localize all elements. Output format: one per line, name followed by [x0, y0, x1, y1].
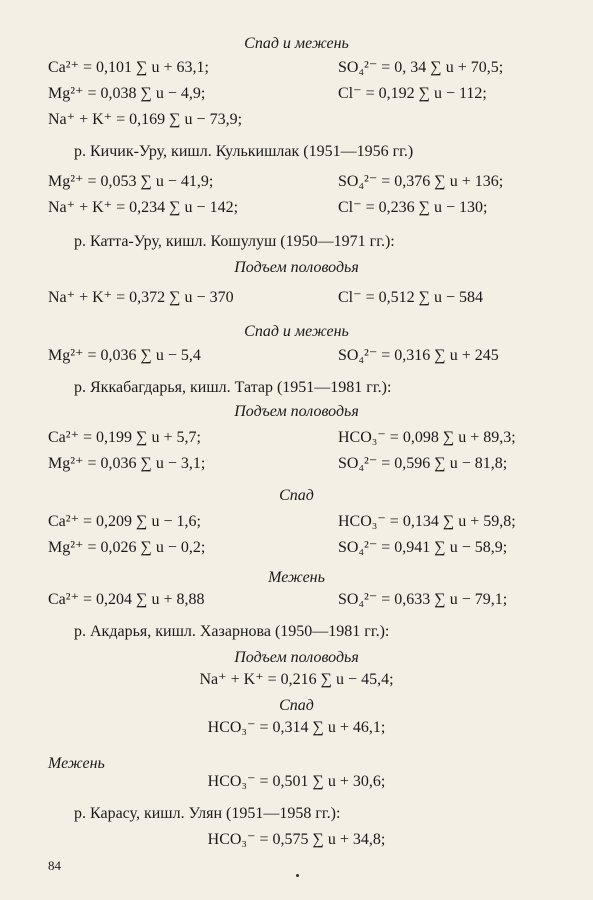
formula-right: SO₄²⁻ = 0,941 ∑ u − 58,9;: [338, 539, 508, 556]
section-heading: Подъем половодья: [234, 649, 359, 666]
formula-left: Mg²⁺ = 0,036 ∑ u − 3,1;: [48, 455, 206, 472]
river-title: р. Катта-Уру, кишл. Кошулуш (1950—1971 гг.):: [74, 233, 395, 250]
formula-right: SO₄²⁻ = 0,633 ∑ u − 79,1;: [338, 591, 508, 608]
formula-left: Na⁺ + K⁺ = 0,372 ∑ u − 370: [48, 289, 234, 306]
formula-left: Na⁺ + K⁺ = 0,234 ∑ u − 142;: [48, 199, 239, 216]
formula-right: SO₄²⁻ = 0,596 ∑ u − 81,8;: [338, 455, 508, 472]
formula-right: SO₄²⁻ = 0, 34 ∑ u + 70,5;: [338, 59, 504, 76]
formula-right: Cl⁻ = 0,512 ∑ u − 584: [338, 289, 484, 306]
section-heading: Межень: [48, 755, 105, 772]
river-title: р. Кичик-Уру, кишл. Кулькишлак (1951—1956 гг.): [74, 143, 414, 160]
formula-centered: HCO₃⁻ = 0,501 ∑ u + 30,6;: [207, 773, 386, 790]
formula-left: Mg²⁺ = 0,026 ∑ u − 0,2;: [48, 539, 206, 556]
formula-right: Cl⁻ = 0,192 ∑ u − 112;: [338, 85, 487, 102]
river-title: р. Акдарья, кишл. Хазарнова (1950—1981 гг.):: [74, 623, 390, 640]
formula-left: Ca²⁺ = 0,204 ∑ u + 8,88: [48, 591, 205, 608]
formula-left: Mg²⁺ = 0,053 ∑ u − 41,9;: [48, 173, 214, 190]
section-heading: Подъем половодья: [234, 259, 359, 276]
river-title: р. Яккабагдарья, кишл. Татар (1951—1981 гг.):: [74, 379, 392, 396]
formula-right: HCO₃⁻ = 0,098 ∑ u + 89,3;: [338, 429, 516, 446]
formula-left: Mg²⁺ = 0,038 ∑ u − 4,9;: [48, 85, 206, 102]
section-heading: Межень: [268, 569, 325, 586]
formula-left: Na⁺ + K⁺ = 0,169 ∑ u − 73,9;: [48, 111, 243, 128]
section-heading: Подъем половодья: [234, 403, 359, 420]
formula-right: SO₄²⁻ = 0,376 ∑ u + 136;: [338, 173, 504, 190]
section-heading: Спад: [279, 487, 314, 504]
section-heading: Спад и межень: [244, 35, 349, 52]
formula-right: Cl⁻ = 0,236 ∑ u − 130;: [338, 199, 488, 216]
formula-centered: HCO₃⁻ = 0,575 ∑ u + 34,8;: [207, 831, 386, 848]
formula-right: SO₄²⁻ = 0,316 ∑ u + 245: [338, 347, 499, 364]
formula-left: Ca²⁺ = 0,209 ∑ u − 1,6;: [48, 513, 201, 530]
river-title: р. Карасу, кишл. Улян (1951—1958 гг.):: [74, 805, 341, 822]
formula-left: Ca²⁺ = 0,199 ∑ u + 5,7;: [48, 429, 201, 446]
formula-centered: Na⁺ + K⁺ = 0,216 ∑ u − 45,4;: [199, 671, 394, 688]
formula-right: HCO₃⁻ = 0,134 ∑ u + 59,8;: [338, 513, 516, 530]
formula-left: Ca²⁺ = 0,101 ∑ u + 63,1;: [48, 59, 209, 76]
page-number: 84: [48, 858, 61, 873]
section-heading: Спад и межень: [244, 323, 349, 340]
section-heading: Спад: [279, 697, 314, 714]
formula-left: Mg²⁺ = 0,036 ∑ u − 5,4: [48, 347, 201, 364]
formula-centered: HCO₃⁻ = 0,314 ∑ u + 46,1;: [207, 719, 386, 736]
page-dot: [296, 874, 299, 877]
